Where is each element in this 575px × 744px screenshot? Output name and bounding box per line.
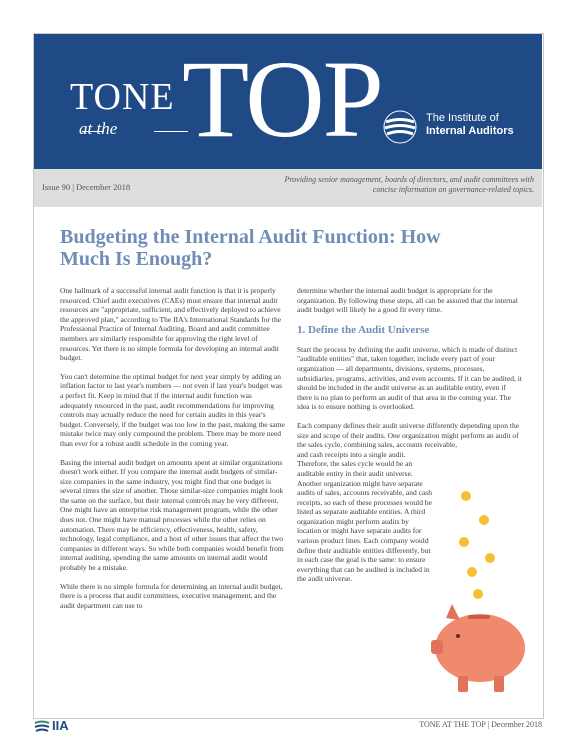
paragraph: Basing the internal audit budget on amounts spent at similar organizations doesn't work either. If you compare the internal audit budgets of similar-size companies in the same industry, you might find that one budget is several times the size of another. Those similar-size companies might look the same on the surface, but their internal controls may be very different. One might have an enterprise risk management program, while the other does not. One might have manual processes while the other relies on automation. There may be efficiency, effectiveness, health, safety, technology, legal compliance, and a host of other issues that affect the two companies in different ways. So while both companies would benefit from internal auditing, spending the same amounts on internal audit would probably be a mistake. [60, 457, 284, 573]
footer-publication: TONE AT THE TOP | December 2018 [419, 720, 542, 729]
masthead-top: TOP [182, 38, 382, 160]
pig-ear [446, 604, 460, 620]
masthead-at-the: at the [79, 119, 118, 138]
issue-bar [34, 169, 542, 207]
tagline: Providing senior management, boards of directors, and audit committees with concise information on governance-related topics. [284, 175, 534, 194]
pig-snout [431, 640, 443, 654]
paragraph: Each company defines their audit universe differently depending upon the size and scope of their audits. One organization might perform an audit of the sales cycle, combining sales, accounts receivable, [297, 420, 520, 450]
article-title: Budgeting the Internal Audit Function: How Much Is Enough? [60, 226, 441, 270]
coin-icon [461, 491, 471, 501]
iia-org-line1: The Institute of [426, 112, 499, 124]
pig-body [435, 614, 525, 682]
piggy-bank-illustration [408, 480, 528, 700]
footer-logo-text: IIA [52, 718, 69, 733]
masthead-banner [34, 34, 542, 169]
section-heading: 1. Define the Audit Universe [297, 323, 430, 336]
issue-number: Issue 90 | December 2018 [42, 182, 131, 192]
paragraph: Start the process by defining the audit universe, which is made of distinct "auditable entities" that, taken together, include every part of your organization — all departments, divisions, systems, processes, subsidiaries, programs, activities, and even accounts. If it can be audited, it should be included in the audit universe as an auditable entity, even if there is no plan to perform an audit of that area in the coming year. The idea is to ensure nothing is overlooked. [297, 344, 522, 412]
iia-org-name [426, 112, 514, 138]
pig-leg [494, 676, 504, 692]
left-column [60, 286, 285, 619]
paragraph: While there is no simple formula for determining an internal audit budget, there is a process that audit committees, executive management, and the audit department can use to [60, 581, 283, 610]
coin-icon [473, 589, 483, 599]
footer-iia-logo [34, 718, 84, 734]
paragraph: and cash receipts into a single audit. Therefore, the sales cycle would be an auditable entity in their audit universe. Another organization might have separate audits of sales, accounts receivable, and cash receipts, so each of these processes would be listed as separate auditable entities. A third organization might perform audits by location or might have separate audits for various product lines. Each company would define their auditable entities differently, but in each case the goal is the same: to ensure everything that can be audited is included in the audit universe. [297, 449, 432, 584]
pig-eye [456, 634, 460, 638]
coin-icon [479, 515, 489, 525]
coin-icon [467, 567, 477, 577]
coin-slot [468, 615, 490, 619]
coin-icon [459, 537, 469, 547]
iia-org-line2: Internal Auditors [426, 125, 514, 137]
iia-globe-icon [382, 109, 418, 145]
pig-leg [458, 676, 468, 692]
paragraph: determine whether the internal audit budget is appropriate for the organization. By following these steps, all can be assured that the internal audit budget will likely be a good fit every time. [297, 286, 518, 315]
masthead-tone: TONE [70, 76, 175, 118]
paragraph: You can't determine the optimal budget for next year simply by adding an inflation factor to last year's numbers — not even if last year's budget was a perfect fit. Keep in mind that if the internal audit function was adequately resourced in the past, audit recommendations for improving controls may actually reduce the need for certain audits in this year's budget. Conversely, if the budget was too low in the past, making the same mistake twice may only compound the problem. There may be more need than ever for a robust audit schedule in the coming year. [60, 371, 285, 448]
paragraph: One hallmark of a successful internal audit function is that it is properly resourced. Chief audit executives (CAEs) must ensure that internal audit resources are "appropriate, sufficient, and effectively deployed to achieve the approved plan," according to The IIA's International Standards for the Professional Practice of Internal Auditing. Board and audit committee members are similarly responsible for approving the right level of resources. Yet there is no simple formula for developing an internal audit budget. [60, 286, 282, 363]
iia-globe-icon [34, 719, 50, 733]
coin-icon [485, 553, 495, 563]
